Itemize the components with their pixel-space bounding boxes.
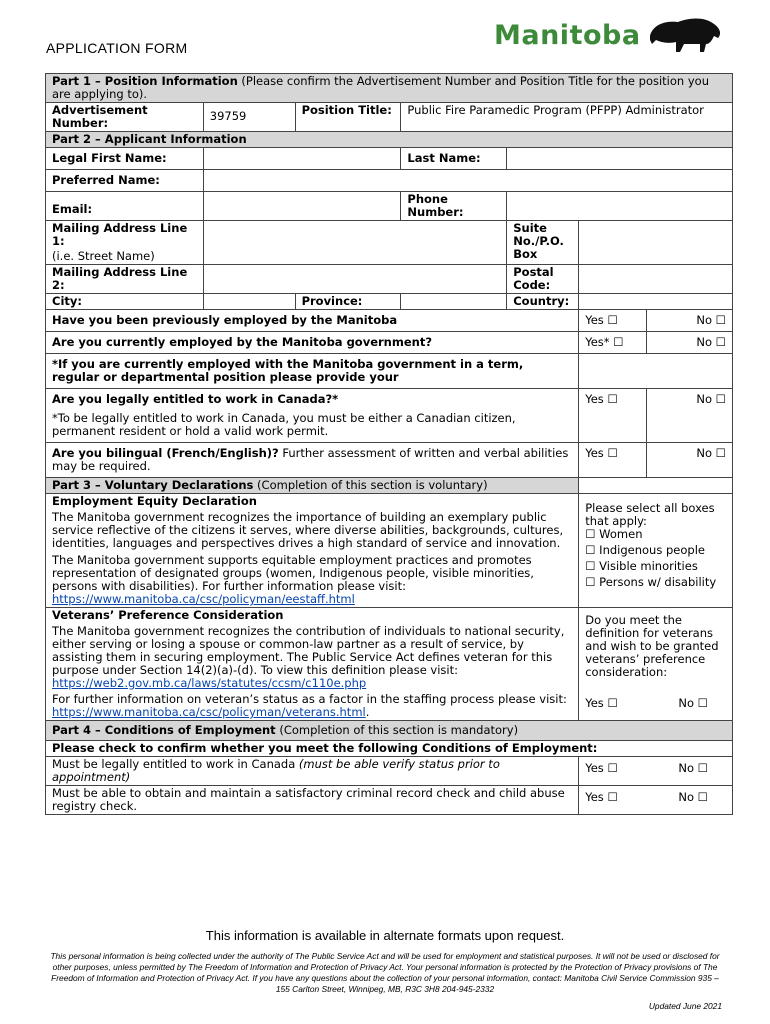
employment-equity-link[interactable]: https://www.manitoba.ca/csc/policyman/eestaff.html — [52, 592, 355, 606]
previous-employment-row — [46, 310, 733, 332]
legal-entitlement-cell — [46, 389, 579, 443]
logo-wordmark: Manitoba — [494, 20, 641, 51]
mailing-line2-label: Mailing Address Line 2: — [46, 265, 204, 294]
preferred-name-label: Preferred Name: — [46, 170, 204, 192]
condition-2-yes[interactable]: Yes ☐ — [585, 790, 618, 804]
current-employment-no[interactable]: No ☐ — [647, 332, 733, 354]
privacy-notice: This personal information is being collected under the authority of The Public Service Act and will be used for employment and statistical purposes. It will not be used or disclosed for other purposes, unless permitted by The Freedom of Information and Protection of Privacy Act. Your personal information is protected by the Protection of Privacy provisions of The Freedom of Information and Protection of Privacy Act. If you have any questions about the collection of your personal information, contact: Manitoba Civil Service Commission 935 – 155 Carlton Street, Winnipeg, MB, R3C 3H8 204-945-2332 — [50, 951, 720, 994]
city-field[interactable] — [203, 294, 295, 310]
current-employment-row — [46, 332, 733, 354]
advertisement-number-field[interactable]: 39759 — [203, 103, 295, 132]
condition-2-row — [46, 786, 733, 815]
email-phone-row — [46, 192, 733, 221]
condition-1-yes[interactable]: Yes ☐ — [585, 761, 618, 775]
province-label: Province: — [295, 294, 401, 310]
legal-entitlement-yes[interactable]: Yes ☐ — [579, 389, 647, 443]
advertisement-number-label: Advertisement Number: — [46, 103, 204, 132]
condition-1-no[interactable]: No ☐ — [678, 761, 708, 775]
part1-header-row — [46, 74, 733, 103]
part1-heading: Part 1 – Position Information (Please confirm the Advertisement Number and Position Title for the position you are applying to). — [46, 74, 733, 103]
veterans-options — [579, 608, 733, 721]
previous-employment-no[interactable]: No ☐ — [647, 310, 733, 332]
legal-entitlement-row — [46, 389, 733, 443]
bilingual-yes[interactable]: Yes ☐ — [579, 443, 647, 478]
email-label: Email: — [46, 192, 204, 221]
mailing-line1-hint: (i.e. Street Name) — [52, 249, 155, 263]
bilingual-no[interactable]: No ☐ — [647, 443, 733, 478]
veterans-policy-link[interactable]: https://www.manitoba.ca/csc/policyman/veterans.html — [52, 705, 366, 719]
employment-equity-paragraph-2: The Manitoba government supports equitable employment practices and promotes representation of designated groups (women, Indigenous people, visible minorities, persons with disabilities). For further information please visit: — [52, 553, 534, 593]
position-title-label: Position Title: — [295, 103, 401, 132]
bison-icon — [644, 14, 724, 54]
province-field[interactable] — [401, 294, 507, 310]
part2-header-row — [46, 132, 733, 148]
current-employment-question: Are you currently employed by the Manitoba government? — [46, 332, 579, 354]
legal-entitlement-no[interactable]: No ☐ — [647, 389, 733, 443]
position-title-field[interactable]: Public Fire Paramedic Program (PFPP) Administrator — [401, 103, 733, 132]
email-field[interactable] — [203, 192, 401, 221]
mailing-line1-row — [46, 221, 733, 265]
part3-header-row — [46, 478, 733, 494]
phone-number-field[interactable] — [507, 192, 733, 221]
employment-equity-options — [579, 494, 733, 608]
employment-equity-text — [46, 494, 579, 608]
last-name-field[interactable] — [507, 148, 733, 170]
bilingual-row — [46, 443, 733, 478]
mailing-line1-label-cell — [46, 221, 204, 265]
previous-employment-yes[interactable]: Yes ☐ — [579, 310, 647, 332]
updated-date: Updated June 2021 — [648, 1001, 722, 1011]
mailing-line2-field[interactable] — [203, 265, 506, 294]
veterans-row — [46, 608, 733, 721]
legal-entitlement-question: Are you legally entitled to work in Canada?* — [52, 392, 339, 406]
employment-equity-row — [46, 494, 733, 608]
checkbox-persons-with-disability[interactable]: ☐ Persons w/ disability — [585, 575, 717, 589]
part4-header-row — [46, 721, 733, 741]
last-name-label: Last Name: — [401, 148, 507, 170]
veterans-statute-link[interactable]: https://web2.gov.mb.ca/laws/statutes/ccsm/c110e.php — [52, 676, 367, 690]
mailing-line1-field[interactable] — [203, 221, 506, 265]
part3-header-blank — [579, 478, 733, 494]
current-employment-note-row — [46, 354, 733, 389]
bilingual-question: Are you bilingual (French/English)? Further assessment of written and verbal abilities may be required. — [46, 443, 579, 478]
city-label: City: — [46, 294, 204, 310]
veterans-paragraph-1: The Manitoba government recognizes the contribution of individuals to national security, either serving or losing a spouse or common-law partner as a result of service, by assisting them in securing employment. The Public Service Act defines veteran for this purpose under Section 14(2)(a)-(d). To view this definition please visit: — [52, 624, 565, 677]
employment-equity-paragraph-1: The Manitoba government recognizes the importance of building an exemplary public service reflective of the citizens it serves, where diverse abilities, backgrounds, cultures, identities, languages and perspectives drives a high standard of service and innovation. — [52, 510, 564, 550]
veterans-no[interactable]: No ☐ — [678, 696, 708, 710]
part2-heading: Part 2 – Applicant Information — [46, 132, 733, 148]
form-title: APPLICATION FORM — [46, 40, 188, 56]
employment-equity-title: Employment Equity Declaration — [52, 494, 257, 508]
name-row — [46, 148, 733, 170]
veterans-paragraph-2: For further information on veteran’s status as a factor in the staffing process please visit: — [52, 692, 567, 706]
manitoba-logo — [494, 14, 726, 60]
veterans-question: Do you meet the definition for veterans and wish to be granted veterans’ preference consideration: — [585, 613, 719, 679]
checkbox-indigenous[interactable]: ☐ Indigenous people — [585, 543, 705, 557]
application-form-table — [45, 73, 733, 815]
postal-code-field[interactable] — [579, 265, 733, 294]
mailing-line2-row — [46, 265, 733, 294]
employment-equity-select-label: Please select all boxes that apply: — [585, 501, 715, 528]
conditions-instruction-row — [46, 741, 733, 757]
phone-number-label: Phone Number: — [401, 192, 507, 221]
veterans-yes[interactable]: Yes ☐ — [585, 696, 618, 710]
veterans-text: Veterans’ Preference Consideration The Manitoba government recognizes the contribution of individuals to national security, either serving or losing a spouse or common-law partner as a result of service, by assisting them in securing employment. The Public Service Act defines veteran for this purpose under Section 14(2)(a)-(d). To view this definition please visit: https://web2.gov.mb.ca/laws/statutes/ccsm/c110e.php For further information on veteran’s status as a factor in the staffing process please visit: https://www.manitoba.ca/csc/policyman/veterans.html. — [46, 608, 579, 721]
postal-code-label: Postal Code: — [507, 265, 579, 294]
country-label: Country: — [507, 294, 579, 310]
suite-field[interactable] — [579, 221, 733, 265]
current-employment-note: *If you are currently employed with the Manitoba government in a term, regular or departmental position please provide your — [46, 354, 579, 389]
condition-1-options — [579, 757, 733, 786]
legal-first-name-label: Legal First Name: — [46, 148, 204, 170]
condition-1-row — [46, 757, 733, 786]
part1-position-row — [46, 103, 733, 132]
condition-2-options — [579, 786, 733, 815]
preferred-name-row — [46, 170, 733, 192]
checkbox-visible-minorities[interactable]: ☐ Visible minorities — [585, 559, 698, 573]
condition-2-no[interactable]: No ☐ — [678, 790, 708, 804]
mailing-line1-label: Mailing Address Line 1: — [52, 221, 188, 248]
condition-1-text: Must be legally entitled to work in Canada (must be able verify status prior to appointment) — [46, 757, 579, 786]
previous-employment-question: Have you been previously employed by the Manitoba — [46, 310, 579, 332]
checkbox-women[interactable]: ☐ Women — [585, 527, 643, 541]
country-field[interactable] — [579, 294, 733, 310]
veterans-title: Veterans’ Preference Consideration — [52, 608, 284, 622]
legal-first-name-field[interactable] — [203, 148, 401, 170]
city-row — [46, 294, 733, 310]
legal-entitlement-note: *To be legally entitled to work in Canada, you must be either a Canadian citizen, permanent resident or hold a valid work permit. — [52, 411, 516, 438]
condition-2-text: Must be able to obtain and maintain a satisfactory criminal record check and child abuse registry check. — [46, 786, 579, 815]
part3-heading: Part 3 – Voluntary Declarations (Completion of this section is voluntary) — [46, 478, 579, 494]
suite-label: Suite No./P.O. Box — [507, 221, 579, 265]
current-employment-note-field[interactable] — [579, 354, 733, 389]
conditions-instruction: Please check to confirm whether you meet the following Conditions of Employment: — [46, 741, 733, 757]
preferred-name-field[interactable] — [203, 170, 732, 192]
current-employment-yes[interactable]: Yes* ☐ — [579, 332, 647, 354]
alternate-formats-notice: This information is available in alternate formats upon request. — [205, 928, 565, 943]
part4-heading: Part 4 – Conditions of Employment (Completion of this section is mandatory) — [46, 721, 733, 741]
